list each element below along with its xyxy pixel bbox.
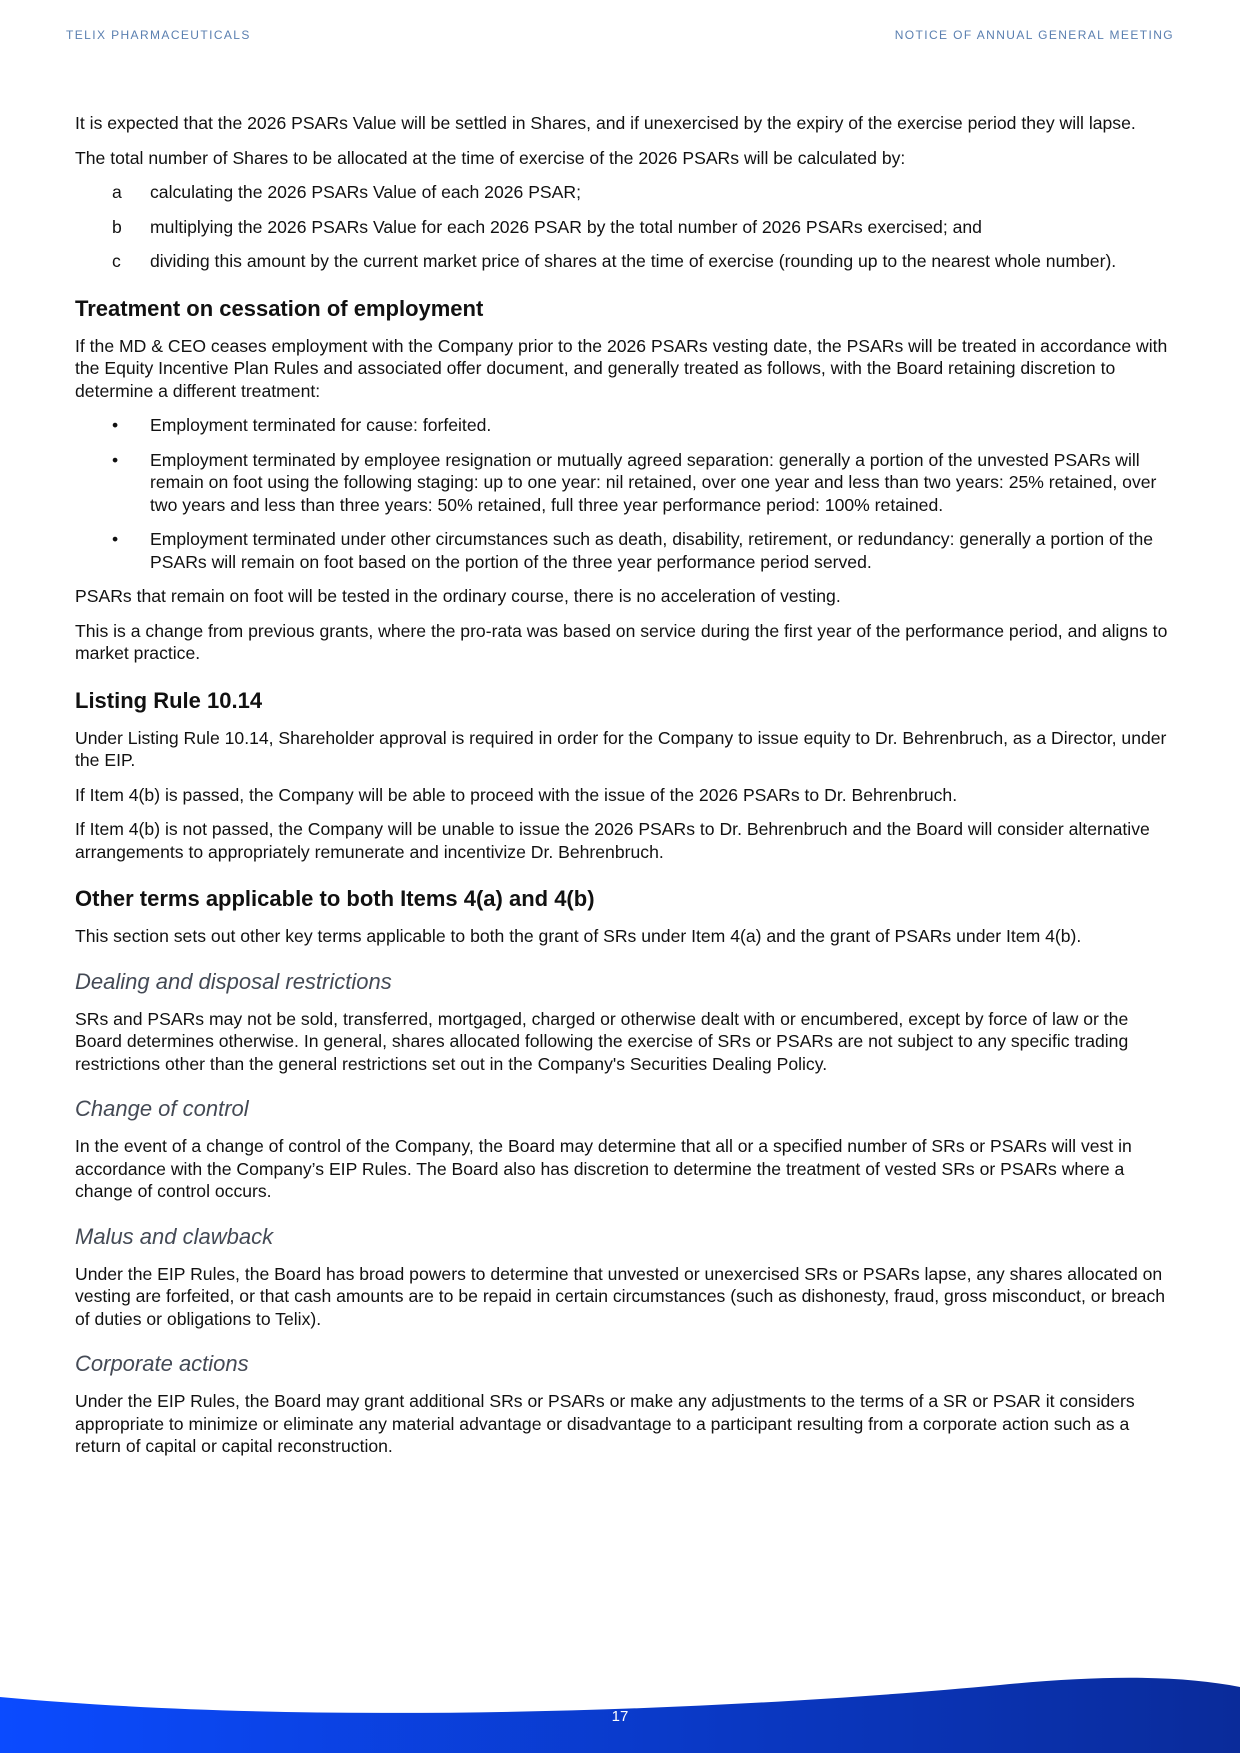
listing-paragraph-1: Under Listing Rule 10.14, Shareholder approval is required in order for the Company to issue equity to Dr. Behrenbruch, as a Director, under the EIP. [75,727,1167,770]
section-heading-cessation: Treatment on cessation of employment [75,295,484,321]
page-header [66,28,1174,42]
list-marker: b [112,216,122,237]
subheading-change-of-control: Change of control [75,1096,249,1121]
dealing-paragraph: SRs and PSARs may not be sold, transferred, mortgaged, charged or otherwise dealt with or encumbered, except by force of law or the Board determines otherwise. In general, shares allocated following the exercise of SRs or PSARs are not subject to any specific trading restrictions other than the general restrictions set out in the Company's Securities Dealing Policy. [75,1008,1129,1074]
intro-paragraph-1: It is expected that the 2026 PSARs Value will be settled in Shares, and if unexercised by the expiry of the exercise period they will lapse. [75,113,1136,133]
list-item [75,250,1169,273]
header-company: TELIX PHARMACEUTICALS [66,28,251,42]
section-heading-listing-rule: Listing Rule 10.14 [75,687,263,713]
section-heading-other-terms: Other terms applicable to both Items 4(a) and 4(b) [75,886,595,911]
bullet-marker: • [112,449,119,470]
list-item-text: Employment terminated for cause: forfeited. [150,415,492,435]
list-item [75,414,1169,437]
cessation-bullet-list [75,414,1169,573]
list-item-text: calculating the 2026 PSARs Value of each 2026 PSAR; [150,182,581,202]
change-of-control-paragraph: In the event of a change of control of the Company, the Board may determine that all or a specified number of SRs or PSARs will vest in accordance with the Company’s EIP Rules. The Board also has discretion to determine the treatment of vested SRs or PSARs where a change of control occurs. [75,1136,1132,1201]
corporate-actions-paragraph: Under the EIP Rules, the Board may grant additional SRs or PSARs or make any adjustments to the terms of a SR or PSAR it considers appropriate to minimize or eliminate any material advantage or disadvantage to a participant resulting from a corporate action such as a return of capital or capital reconstruction. [75,1391,1135,1456]
malus-clawback-paragraph: Under the EIP Rules, the Board has broad powers to determine that unvested or unexercised SRs or PSARs lapse, any shares allocated on vesting are forfeited, or that cash amounts are to be repaid in certain circumstances (such as dishonesty, fraud, gross misconduct, or breach of duties or obligations to Telix). [75,1263,1166,1329]
list-marker: a [112,182,122,202]
listing-paragraph-3: If Item 4(b) is not passed, the Company will be unable to issue the 2026 PSARs to Dr. Behrenbruch and the Board will consider alternative arrangements to appropriately remunerate and incentivize Dr. Behrenbruch. [75,819,1150,862]
cessation-paragraph-1: If the MD & CEO ceases employment with the Company prior to the 2026 PSARs vesting date, the PSARs will be treated in accordance with the Equity Incentive Plan Rules and associated offer document, and generally treated as follows, with the Board retaining discretion to determine a different treatment: [75,335,1168,401]
list-item-text: dividing this amount by the current market price of shares at the time of exercise (rounding up to the nearest whole number). [150,251,1117,271]
list-item-text: multiplying the 2026 PSARs Value for each 2026 PSAR by the total number of 2026 PSARs exercised; and [150,216,982,237]
list-item [75,181,1169,204]
intro-paragraph-2: The total number of Shares to be allocated at the time of exercise of the 2026 PSARs will be calculated by: [75,147,906,168]
list-marker: c [112,251,121,271]
subheading-malus-clawback: Malus and clawback [75,1223,274,1249]
subheading-dealing: Dealing and disposal restrictions [75,968,392,994]
other-terms-paragraph: This section sets out other key terms applicable to both the grant of SRs under Item 4(a) and the grant of PSARs under Item 4(b). [75,926,1082,946]
list-item-text: Employment terminated by employee resignation or mutually agreed separation: generally a portion of the unvested PSARs will remain on foot using the following staging: up to one year: nil retained, over one year and less than two years: 25% retained, over two years and less than three years: 50% retained, full three year performance period: 100% retained. [150,449,1157,515]
bullet-marker: • [112,415,119,435]
list-item-text: Employment terminated under other circumstances such as death, disability, retirement, or redundancy: generally a portion of the PSARs will remain on foot based on the portion of the three year performance period served. [150,529,1154,572]
list-item [75,528,1169,573]
listing-paragraph-2: If Item 4(b) is passed, the Company will be able to proceed with the issue of the 2026 PSARs to Dr. Behrenbruch. [75,784,958,805]
list-item [75,449,1169,517]
bullet-marker: • [112,529,119,549]
calculation-steps-list [75,181,1169,273]
list-item [75,216,1169,239]
cessation-paragraph-2: PSARs that remain on foot will be tested in the ordinary course, there is no acceleration of vesting. [75,586,841,606]
header-document-title: NOTICE OF ANNUAL GENERAL MEETING [894,28,1174,42]
subheading-corporate-actions: Corporate actions [75,1351,249,1376]
page-number: 17 [611,1708,629,1725]
cessation-paragraph-3: This is a change from previous grants, where the pro-rata was based on service during the first year of the performance period, and aligns to market practice. [75,620,1168,663]
main-content [75,112,1169,1470]
